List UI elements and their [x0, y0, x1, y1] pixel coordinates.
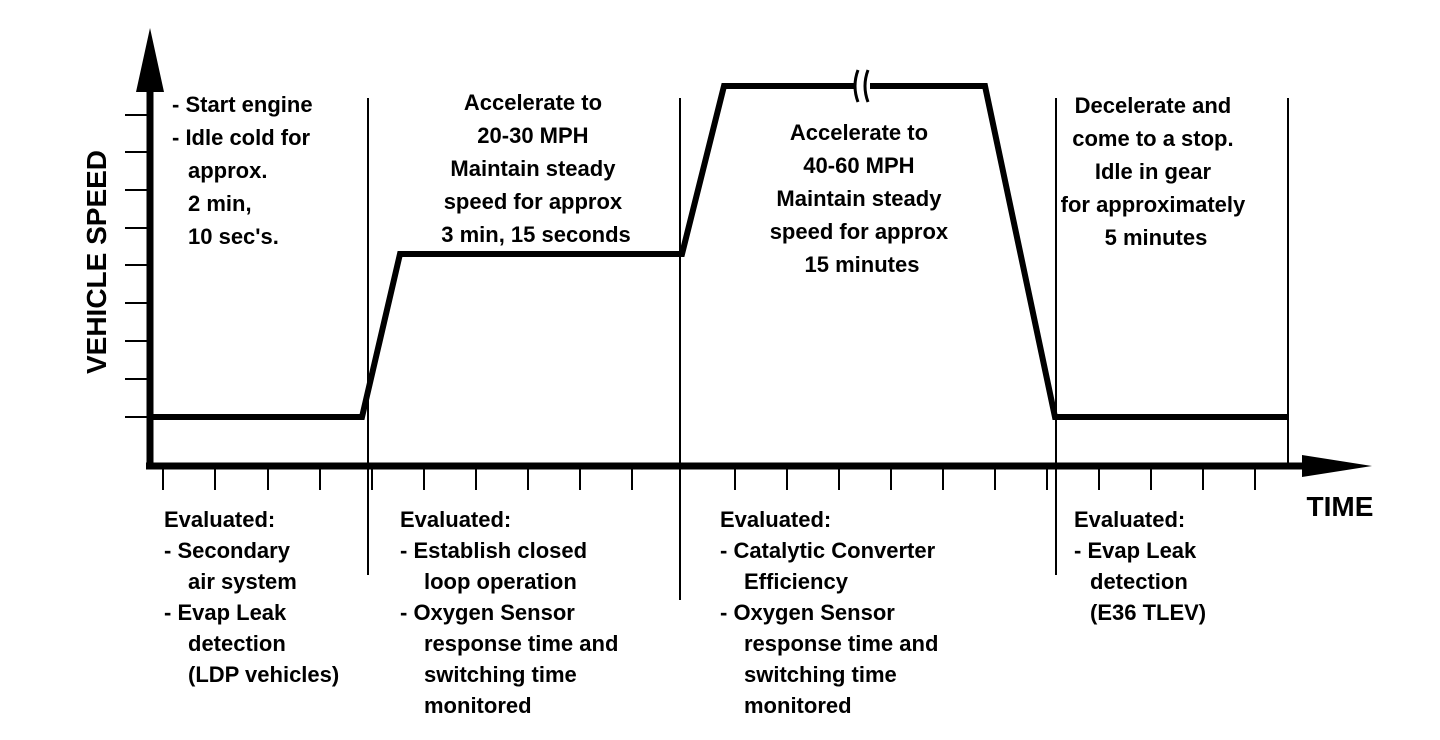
- y-axis-label: VEHICLE SPEED: [81, 149, 112, 375]
- time-break-icon: [855, 70, 868, 102]
- phase-2-evaluated: Evaluated: - Establish closed loop operation - Oxygen Sensor response time and switching time monitored: [400, 507, 619, 718]
- phase-2-description: Accelerate to 20-30 MPH Maintain steady speed for approx 3 min, 15 seconds: [441, 90, 631, 247]
- phase-1-description: - Start engine - Idle cold for approx. 2 min, 10 sec's.: [172, 92, 313, 249]
- x-axis-ticks: [163, 466, 1255, 490]
- y-axis: [81, 28, 164, 468]
- phase-1-evaluated: Evaluated: - Secondary air system - Evap Leak detection (LDP vehicles): [164, 507, 340, 687]
- phase-3-evaluated: Evaluated: - Catalytic Converter Efficiency - Oxygen Sensor response time and switching time monitored: [720, 507, 939, 718]
- y-axis-arrowhead: [136, 28, 164, 92]
- x-axis-arrowhead: [1302, 455, 1372, 477]
- y-axis-ticks: [125, 115, 150, 417]
- phase-3-description: Accelerate to 40-60 MPH Maintain steady speed for approx 15 minutes: [769, 120, 949, 277]
- x-axis-label: TIME: [1306, 491, 1374, 522]
- phase-4-description: Decelerate and come to a stop. Idle in gear for approximately 5 minutes: [1060, 93, 1246, 250]
- phase-4-evaluated: Evaluated: - Evap Leak detection (E36 TLEV): [1074, 507, 1207, 625]
